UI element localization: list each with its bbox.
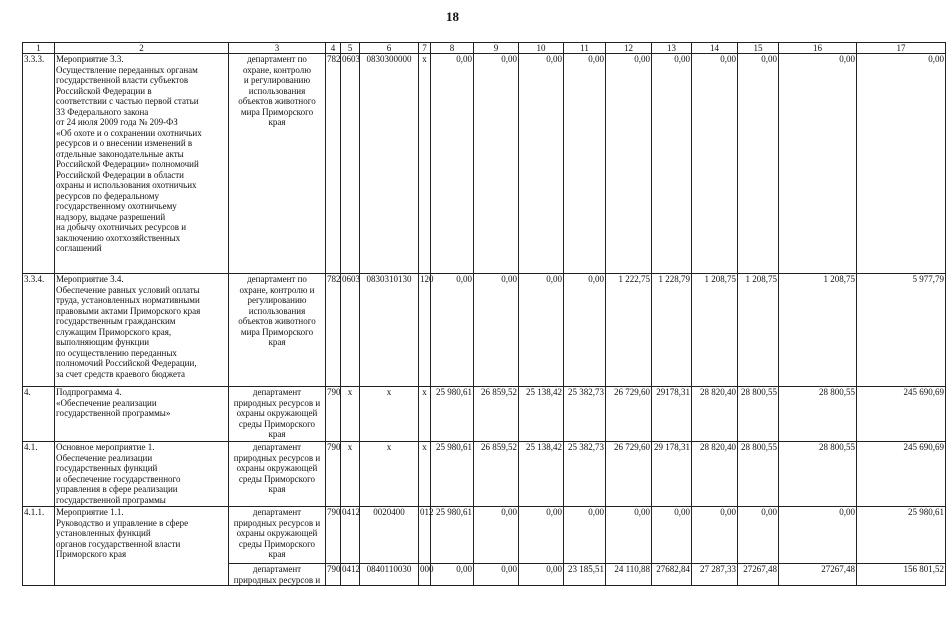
responsible-department-line: использования bbox=[248, 85, 306, 96]
item-description-line: государственным гражданским bbox=[56, 316, 176, 326]
amount-value: 0,00 bbox=[857, 54, 946, 274]
amount-value: 156 801,52 bbox=[857, 564, 946, 586]
code-section: х bbox=[341, 387, 360, 442]
code-grbs: 790 bbox=[326, 442, 341, 507]
responsible-department-line: департамент по bbox=[247, 54, 307, 64]
column-number-1: 1 bbox=[23, 43, 55, 54]
item-description-line: государственной власти субъектов bbox=[56, 75, 189, 85]
responsible-department-line: департамент bbox=[252, 442, 302, 452]
code-target-article: х bbox=[360, 442, 419, 507]
item-description-line: государственной программы bbox=[56, 494, 166, 505]
column-number-4: 4 bbox=[326, 43, 341, 54]
column-number-2: 2 bbox=[55, 43, 229, 54]
amount-value: 28 800,55 bbox=[738, 387, 779, 442]
column-number-5: 5 bbox=[341, 43, 360, 54]
amount-value: 25 138,42 bbox=[519, 387, 564, 442]
amount-value: 0,00 bbox=[738, 507, 779, 564]
amount-value: 26 859,52 bbox=[474, 387, 519, 442]
item-description-line: отдельные законодательные акты bbox=[56, 148, 184, 159]
responsible-department-line: департамент bbox=[252, 507, 302, 517]
code-grbs: 790 bbox=[326, 507, 341, 564]
item-description-line: правовыми актами Приморского края bbox=[56, 305, 201, 316]
item-description-line: служащим Приморского края, bbox=[56, 326, 172, 337]
item-description-line: Российской Федерации в области bbox=[56, 169, 184, 180]
responsible-department-line: использования bbox=[248, 305, 306, 316]
responsible-department-line: среды Приморского bbox=[238, 473, 316, 484]
item-description bbox=[55, 507, 229, 586]
column-number-15: 15 bbox=[738, 43, 779, 54]
item-description-line: ресурсов по федеральному bbox=[56, 190, 159, 201]
responsible-department-line: природных ресурсов и bbox=[233, 397, 321, 408]
responsible-department-line: охраны окружающей bbox=[236, 528, 318, 538]
item-description-line: «Об охоте и о сохранении охотничьих bbox=[56, 127, 202, 138]
table-row bbox=[23, 274, 946, 387]
amount-value: 27267,48 bbox=[738, 564, 779, 586]
item-description-line: по осуществлению переданных bbox=[56, 347, 177, 358]
amount-value: 0,00 bbox=[431, 54, 474, 274]
code-target-article: 0830310130 bbox=[360, 274, 419, 387]
code-grbs: 782 bbox=[326, 274, 341, 387]
responsible-department-line: охраны окружающей bbox=[236, 463, 318, 473]
code-section: 0603 bbox=[341, 274, 360, 387]
responsible-department-line: края bbox=[268, 549, 286, 559]
code-section: 0412 bbox=[341, 507, 360, 564]
amount-value: 27267,48 bbox=[779, 564, 857, 586]
amount-value: 0,00 bbox=[519, 54, 564, 274]
column-number-13: 13 bbox=[652, 43, 692, 54]
responsible-department-line: и регулированию bbox=[243, 75, 311, 85]
amount-value: 1 208,75 bbox=[779, 274, 857, 387]
item-description bbox=[55, 274, 229, 387]
table-row bbox=[23, 387, 946, 442]
item-description-line: государственной программы» bbox=[56, 408, 171, 418]
item-description-line: полномочий Российской Федерации, bbox=[56, 358, 197, 368]
amount-value: 0,00 bbox=[692, 507, 738, 564]
code-section: 0603 bbox=[341, 54, 360, 274]
item-description-line: управления в сфере реализации bbox=[56, 484, 178, 494]
item-number: 4. bbox=[23, 387, 55, 442]
column-number-8: 8 bbox=[431, 43, 474, 54]
amount-value: 24 110,88 bbox=[606, 564, 652, 586]
code-section: х bbox=[341, 442, 360, 507]
column-number-14: 14 bbox=[692, 43, 738, 54]
amount-value: 1 222,75 bbox=[606, 274, 652, 387]
amount-value: 5 977,79 bbox=[857, 274, 946, 387]
amount-value: 0,00 bbox=[564, 274, 606, 387]
column-number-16: 16 bbox=[779, 43, 857, 54]
amount-value: 25 382,73 bbox=[564, 442, 606, 507]
column-number-12: 12 bbox=[606, 43, 652, 54]
amount-value: 0,00 bbox=[564, 54, 606, 274]
code-target-article: 0020400 bbox=[360, 507, 419, 564]
item-number: 3.3.4. bbox=[23, 274, 55, 387]
column-number-3: 3 bbox=[229, 43, 326, 54]
responsible-department bbox=[229, 507, 326, 564]
item-description-line: установленных функций bbox=[56, 528, 151, 538]
item-description-line: органов государственной власти bbox=[56, 538, 181, 549]
responsible-department-line: департамент по bbox=[247, 274, 307, 284]
amount-value: 27682,84 bbox=[652, 564, 692, 586]
column-number-11: 11 bbox=[564, 43, 606, 54]
amount-value: 26 859,52 bbox=[474, 442, 519, 507]
responsible-department-line: края bbox=[268, 484, 286, 494]
item-description-line: надзору, выдаче разрешений bbox=[56, 211, 166, 222]
responsible-department-line: природных ресурсов и bbox=[233, 452, 321, 463]
amount-value: 25 980,61 bbox=[431, 507, 474, 564]
amount-value: 0,00 bbox=[474, 54, 519, 274]
amount-value: 0,00 bbox=[652, 507, 692, 564]
item-description-line: соглашений bbox=[56, 243, 102, 253]
item-description-line: Подпрограмма 4. bbox=[56, 387, 122, 397]
amount-value: 0,00 bbox=[474, 564, 519, 586]
code-grbs: 790 bbox=[326, 564, 341, 586]
responsible-department-line: охране, контролю bbox=[243, 64, 311, 75]
responsible-department-line: объектов животного bbox=[238, 96, 316, 106]
item-description-line: Российской Федерации в bbox=[56, 85, 152, 96]
item-description-line: за счет средств краевого бюджета bbox=[56, 368, 186, 379]
column-number-9: 9 bbox=[474, 43, 519, 54]
amount-value: 0,00 bbox=[564, 507, 606, 564]
responsible-department-line: среды Приморского bbox=[238, 538, 316, 549]
amount-value: 25 382,73 bbox=[564, 387, 606, 442]
item-description-line: и обеспечение государственного bbox=[56, 473, 181, 484]
item-description-line: Основное мероприятие 1. bbox=[56, 442, 155, 452]
amount-value: 28 800,55 bbox=[779, 442, 857, 507]
amount-value: 0,00 bbox=[738, 54, 779, 274]
item-number: 4.1.1. bbox=[23, 507, 55, 586]
item-description-line: 33 Федерального закона bbox=[56, 106, 149, 117]
code-expense-type: х bbox=[419, 442, 431, 507]
item-description-line: Российской Федерации» полномочий bbox=[56, 159, 199, 169]
amount-value: 0,00 bbox=[779, 507, 857, 564]
amount-value: 25 980,61 bbox=[431, 442, 474, 507]
amount-value: 0,00 bbox=[519, 564, 564, 586]
amount-value: 25 138,42 bbox=[519, 442, 564, 507]
column-number-10: 10 bbox=[519, 43, 564, 54]
amount-value: 28 800,55 bbox=[738, 442, 779, 507]
item-description-line: соответствии с частью первой статьи bbox=[56, 96, 199, 106]
code-expense-type: 120 bbox=[419, 274, 431, 387]
amount-value: 0,00 bbox=[431, 274, 474, 387]
responsible-department-line: охране, контролю и bbox=[239, 284, 315, 295]
responsible-department-line: края bbox=[268, 429, 286, 439]
item-description-line: Осуществление переданных органам bbox=[56, 64, 198, 75]
responsible-department-line: края bbox=[268, 337, 286, 347]
amount-value: 245 690,69 bbox=[857, 387, 946, 442]
column-number-6: 6 bbox=[360, 43, 419, 54]
responsible-department-line: охраны окружающей bbox=[236, 408, 318, 418]
code-expense-type: х bbox=[419, 387, 431, 442]
item-description-line: заключению охотхозяйственных bbox=[56, 232, 181, 243]
code-target-article: х bbox=[360, 387, 419, 442]
amount-value: 29178,31 bbox=[652, 387, 692, 442]
responsible-department bbox=[229, 564, 326, 586]
responsible-department bbox=[229, 442, 326, 507]
responsible-department-line: регулированию bbox=[247, 295, 307, 305]
amount-value: 23 185,51 bbox=[564, 564, 606, 586]
table-row bbox=[23, 507, 946, 564]
item-description bbox=[55, 54, 229, 274]
amount-value: 245 690,69 bbox=[857, 442, 946, 507]
column-numbers-row bbox=[23, 43, 946, 54]
code-section: 0412 bbox=[341, 564, 360, 586]
item-number: 3.3.3. bbox=[23, 54, 55, 274]
code-target-article: 0840110030 bbox=[360, 564, 419, 586]
amount-value: 28 820,40 bbox=[692, 387, 738, 442]
item-description-line: Приморского края bbox=[56, 549, 127, 559]
amount-value: 0,00 bbox=[692, 54, 738, 274]
responsible-department-line: природных ресурсов и bbox=[233, 574, 321, 585]
responsible-department-line: департамент bbox=[252, 387, 302, 397]
responsible-department-line: мира Приморского bbox=[240, 326, 314, 337]
table-row bbox=[23, 54, 946, 274]
item-description-line: Обеспечение равных условий оплаты bbox=[56, 284, 200, 295]
code-expense-type: 012 bbox=[419, 507, 431, 564]
responsible-department-line: мира Приморского bbox=[240, 106, 314, 117]
responsible-department bbox=[229, 54, 326, 274]
amount-value: 26 729,60 bbox=[606, 387, 652, 442]
amount-value: 0,00 bbox=[474, 507, 519, 564]
item-description-line: труда, установленных нормативными bbox=[56, 295, 200, 305]
responsible-department-line: среды Приморского bbox=[238, 418, 316, 429]
responsible-department bbox=[229, 387, 326, 442]
amount-value: 27 287,33 bbox=[692, 564, 738, 586]
item-description-line: Мероприятие 1.1. bbox=[56, 507, 124, 517]
item-description-line: «Обеспечение реализации bbox=[56, 397, 157, 408]
code-grbs: 782 bbox=[326, 54, 341, 274]
item-description-line: государственных функций bbox=[56, 463, 158, 473]
code-target-article: 0830300000 bbox=[360, 54, 419, 274]
item-description bbox=[55, 442, 229, 507]
page-number: 18 bbox=[446, 9, 459, 24]
amount-value: 29 178,31 bbox=[652, 442, 692, 507]
item-description-line: ресурсов и о внесении изменений в bbox=[56, 138, 193, 148]
amount-value: 0,00 bbox=[606, 54, 652, 274]
responsible-department-line: края bbox=[268, 117, 286, 127]
code-grbs: 790 bbox=[326, 387, 341, 442]
amount-value: 0,00 bbox=[519, 274, 564, 387]
amount-value: 0,00 bbox=[519, 507, 564, 564]
column-number-7: 7 bbox=[419, 43, 431, 54]
amount-value: 28 800,55 bbox=[779, 387, 857, 442]
amount-value: 1 228,79 bbox=[652, 274, 692, 387]
amount-value: 0,00 bbox=[652, 54, 692, 274]
amount-value: 1 208,75 bbox=[738, 274, 779, 387]
item-description bbox=[55, 387, 229, 442]
amount-value: 0,00 bbox=[606, 507, 652, 564]
item-description-line: охраны и использования охотничьих bbox=[56, 180, 197, 190]
item-description-line: выполняющим функции bbox=[56, 337, 150, 347]
code-expense-type: х bbox=[419, 54, 431, 274]
item-description-line: Обеспечение реализации bbox=[56, 452, 153, 463]
amount-value: 1 208,75 bbox=[692, 274, 738, 387]
responsible-department-line: объектов животного bbox=[238, 316, 316, 326]
amount-value: 28 820,40 bbox=[692, 442, 738, 507]
responsible-department-line: природных ресурсов и bbox=[233, 517, 321, 528]
item-description-line: Мероприятие 3.4. bbox=[56, 274, 124, 284]
responsible-department bbox=[229, 274, 326, 387]
program-table bbox=[22, 42, 946, 586]
amount-value: 0,00 bbox=[779, 54, 857, 274]
column-number-17: 17 bbox=[857, 43, 946, 54]
item-description-line: государственному охотничьему bbox=[56, 201, 177, 211]
responsible-department-line: департамент bbox=[252, 564, 302, 574]
item-description-line: Мероприятие 3.3. bbox=[56, 54, 124, 64]
amount-value: 0,00 bbox=[474, 274, 519, 387]
amount-value: 25 980,61 bbox=[431, 387, 474, 442]
item-description-line: Руководство и управление в сфере bbox=[56, 517, 189, 528]
amount-value: 26 729,60 bbox=[606, 442, 652, 507]
amount-value: 25 980,61 bbox=[857, 507, 946, 564]
item-number: 4.1. bbox=[23, 442, 55, 507]
item-description-line: от 24 июля 2009 года № 209-ФЗ bbox=[56, 117, 178, 127]
amount-value: 0,00 bbox=[431, 564, 474, 586]
code-expense-type: 000 bbox=[419, 564, 431, 586]
table-row bbox=[23, 442, 946, 507]
item-description-line: на добычу охотничьих ресурсов и bbox=[56, 222, 187, 232]
